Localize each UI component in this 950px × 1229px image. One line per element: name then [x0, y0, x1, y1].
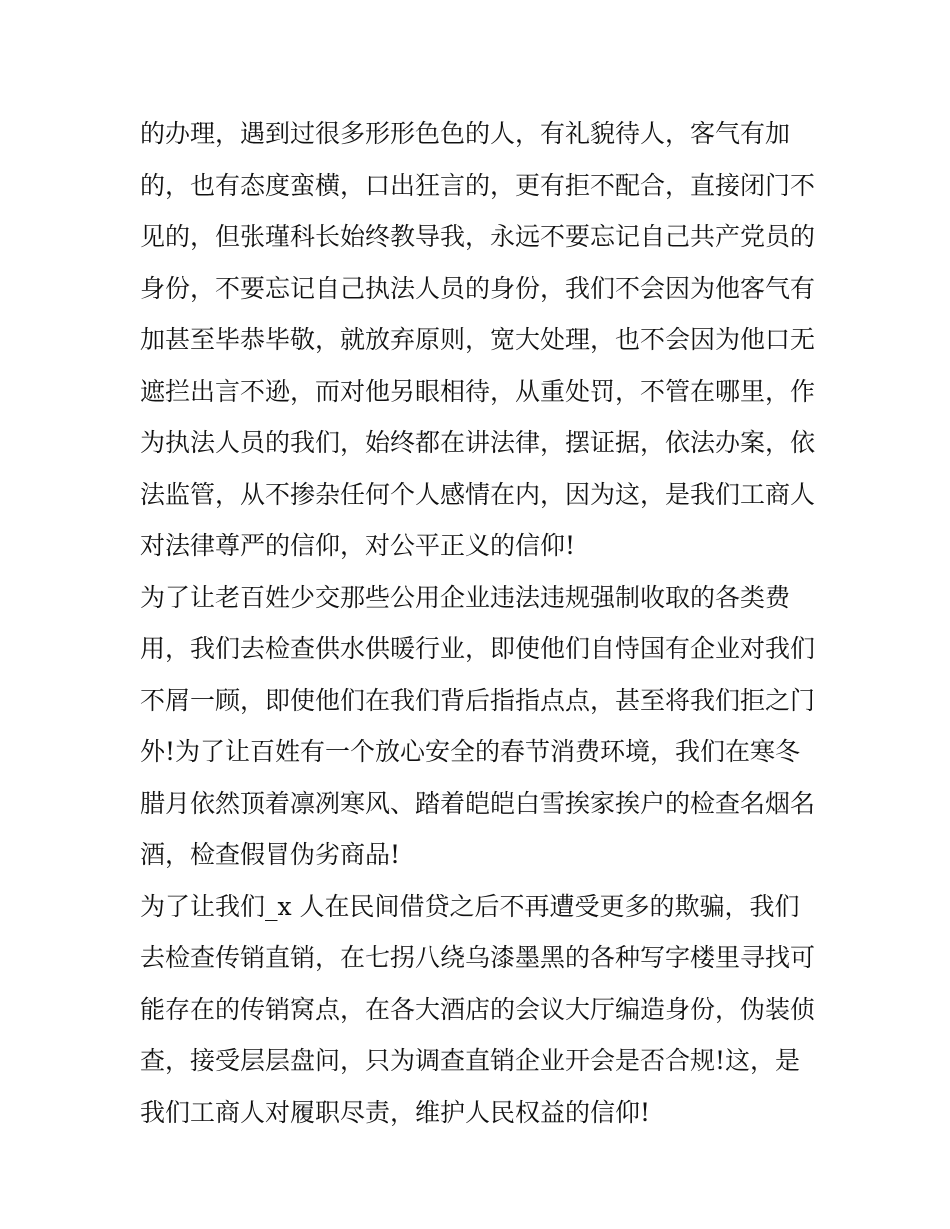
text-line: 身份，不要忘记自己执法人员的身份，我们不会因为他客气有	[140, 273, 816, 303]
text-line: 查，接受层层盘问，只为调查直销企业开会是否合规!这，是	[140, 1046, 801, 1075]
text-line: 腊月依然顶着凛冽寒风、踏着皑皑白雪挨家挨户的检查名烟名	[140, 788, 816, 818]
text-line: 为执法人员的我们，始终都在讲法律，摆证据，依法办案，依	[140, 428, 816, 457]
text-line: 的，也有态度蛮横，口出狂言的，更有拒不配合，直接闭门不	[140, 170, 816, 200]
text-line: 见的，但张瑾科长始终教导我，永远不要忘记自己共产党员的	[140, 222, 816, 251]
text-line: 遮拦出言不逊，而对他另眼相待，从重处罚，不管在哪里，作	[140, 376, 816, 406]
text-line: 对法律尊严的信仰，对公平正义的信仰!	[140, 531, 576, 560]
text-line: 用，我们去检查供水供暖行业，即使他们自恃国有企业对我们	[140, 634, 816, 663]
text-line: 加甚至毕恭毕敬，就放弃原则，宽大处理，也不会因为他口无	[140, 325, 816, 354]
text-line: 去检查传销直销，在七拐八绕乌漆墨黑的各种写字楼里寻找可	[140, 943, 816, 972]
text-line: 为了让我们_x 人在民间借贷之后不再遭受更多的欺骗，我们	[140, 891, 800, 921]
text-line: 我们工商人对履职尽责，维护人民权益的信仰!	[140, 1097, 651, 1127]
text-line: 能存在的传销窝点，在各大酒店的会议大厅编造身份，伪装侦	[140, 994, 816, 1024]
text-line: 的办理，遇到过很多形形色色的人，有礼貌待人，客气有加	[140, 119, 791, 148]
body-text	[140, 108, 820, 1138]
text-line: 法监管，从不掺杂任何个人感情在内，因为这，是我们工商人	[140, 479, 816, 509]
text-line: 为了让老百姓少交那些公用企业违法违规强制收取的各类费	[140, 582, 791, 612]
text-line: 酒，检查假冒伪劣商品!	[140, 840, 401, 869]
text-line: 不屑一顾，即使他们在我们背后指指点点，甚至将我们拒之门	[140, 685, 816, 715]
text-line: 外!为了让百姓有一个放心安全的春节消费环境，我们在寒冬	[140, 737, 801, 766]
